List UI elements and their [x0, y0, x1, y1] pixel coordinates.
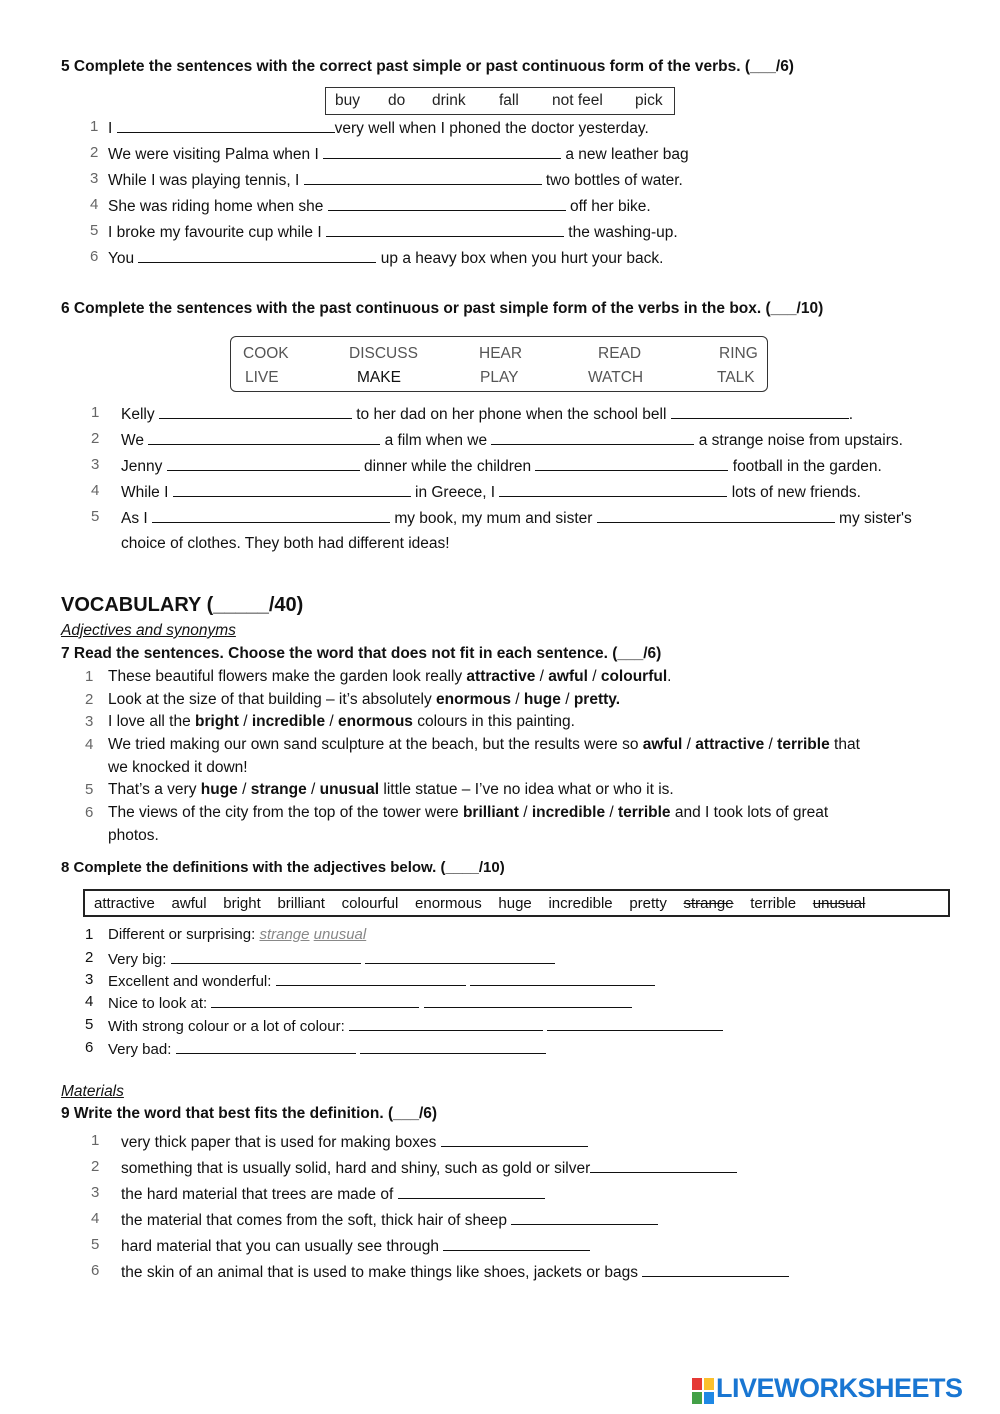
- word-choice[interactable]: attractive: [695, 736, 765, 753]
- word-choice[interactable]: huge: [523, 691, 561, 708]
- ex7-item-3: I love all the bright / incredible / enormous colours in this painting.: [108, 713, 575, 730]
- ex6-word-box: [230, 336, 768, 392]
- answer-blank[interactable]: [138, 248, 376, 263]
- ex9-item-6: the skin of an animal that is used to make things like shoes, jackets or bags: [121, 1262, 789, 1282]
- subheading-materials: Materials: [61, 1083, 124, 1100]
- ex8-word: pretty: [629, 895, 667, 912]
- ex9-item-5: hard material that you can usually see through: [121, 1236, 590, 1256]
- ex8-word: colourful: [341, 895, 399, 912]
- item-number: 1: [91, 404, 100, 421]
- ex8-word: incredible: [548, 895, 613, 912]
- example-answer: unusual: [313, 926, 367, 943]
- ex8-word: bright: [223, 895, 261, 912]
- item-number: 3: [90, 170, 99, 187]
- word-choice[interactable]: colourful: [600, 668, 668, 685]
- ex5-word: drink: [432, 92, 466, 109]
- ex6-word: MAKE: [357, 369, 401, 386]
- answer-blank[interactable]: [511, 1210, 658, 1225]
- answer-blank[interactable]: [590, 1158, 737, 1173]
- liveworksheets-logo: [692, 1373, 988, 1406]
- answer-blank[interactable]: [304, 170, 542, 185]
- brand-name: LIVEWORKSHEETS: [716, 1373, 963, 1403]
- answer-blank[interactable]: [152, 508, 390, 523]
- word-choice[interactable]: awful: [642, 736, 683, 753]
- ex6-word: RING: [719, 345, 758, 362]
- item-number: 5: [85, 781, 94, 798]
- ex5-item-2: We were visiting Palma when I a new leather bag: [108, 146, 689, 163]
- item-number: 2: [85, 691, 94, 708]
- item-number: 2: [90, 144, 99, 161]
- ex8-item-5: With strong colour or a lot of colour:: [108, 1016, 723, 1035]
- item-number: 2: [85, 949, 94, 966]
- answer-blank[interactable]: [365, 949, 555, 964]
- ex6-word: PLAY: [480, 369, 519, 386]
- ex6-word: DISCUSS: [349, 345, 418, 362]
- word-choice[interactable]: attractive: [466, 668, 536, 685]
- item-number: 5: [91, 1236, 100, 1253]
- item-number: 4: [91, 482, 100, 499]
- ex9-item-2: something that is usually solid, hard and shiny, such as gold or silver: [121, 1158, 737, 1178]
- item-number: 3: [85, 713, 94, 730]
- answer-blank[interactable]: [642, 1262, 789, 1277]
- ex7-item-6-continued: photos.: [108, 827, 159, 844]
- ex6-item-5-continued: choice of clothes. They both had different ideas!: [121, 535, 450, 552]
- ex8-item-1: Different or surprising: strange unusual: [108, 926, 367, 943]
- word-choice[interactable]: awful: [548, 668, 588, 685]
- answer-blank[interactable]: [470, 971, 655, 986]
- word-choice[interactable]: pretty.: [573, 691, 621, 708]
- answer-blank[interactable]: [326, 222, 564, 237]
- subheading-adjectives: Adjectives and synonyms: [61, 622, 236, 639]
- answer-blank[interactable]: [276, 971, 466, 986]
- ex8-item-6: Very bad:: [108, 1039, 546, 1058]
- ex5-word: pick: [635, 92, 663, 109]
- answer-blank[interactable]: [499, 482, 727, 497]
- word-choice[interactable]: incredible: [251, 713, 326, 730]
- item-number: 3: [91, 456, 100, 473]
- ex7-item-4: We tried making our own sand sculpture at the beach, but the results were so awful / attractive / terrible that: [108, 736, 860, 753]
- answer-blank[interactable]: [443, 1236, 590, 1251]
- ex6-word: TALK: [717, 369, 755, 386]
- ex5-word: not feel: [552, 92, 603, 109]
- ex6-word: COOK: [243, 345, 289, 362]
- ex5-item-6: You up a heavy box when you hurt your back.: [108, 250, 664, 267]
- ex8-item-2: Very big:: [108, 949, 555, 968]
- item-number: 3: [91, 1184, 100, 1201]
- ex7-item-6: The views of the city from the top of the tower were brilliant / incredible / terrible and I took lots of great: [108, 804, 829, 821]
- word-choice[interactable]: bright: [195, 713, 239, 730]
- item-number: 4: [91, 1210, 100, 1227]
- word-choice[interactable]: terrible: [777, 736, 830, 753]
- item-number: 1: [91, 1132, 100, 1149]
- word-choice[interactable]: terrible: [617, 804, 671, 821]
- item-number: 3: [85, 971, 94, 988]
- answer-blank[interactable]: [547, 1016, 723, 1031]
- ex5-item-4: She was riding home when she off her bike.: [108, 198, 651, 215]
- ex8-item-4: Nice to look at:: [108, 993, 632, 1012]
- ex6-item-4: While I in Greece, I lots of new friends.: [121, 484, 861, 501]
- answer-blank[interactable]: [424, 993, 632, 1008]
- item-number: 4: [85, 993, 94, 1010]
- item-number: 2: [91, 430, 100, 447]
- answer-blank[interactable]: [211, 993, 419, 1008]
- answer-blank[interactable]: [597, 508, 835, 523]
- ex9-item-4: the material that comes from the soft, thick hair of sheep: [121, 1210, 658, 1230]
- ex6-item-1: Kelly to her dad on her phone when the school bell .: [121, 406, 854, 423]
- word-choice[interactable]: incredible: [531, 804, 606, 821]
- answer-blank[interactable]: [159, 404, 352, 419]
- item-number: 4: [90, 196, 99, 213]
- word-choice[interactable]: strange: [250, 781, 307, 798]
- word-choice[interactable]: brilliant: [462, 804, 519, 821]
- ex8-word: brilliant: [277, 895, 325, 912]
- ex9-item-1: very thick paper that is used for making boxes: [121, 1132, 588, 1152]
- item-number: 6: [85, 1039, 94, 1056]
- ex7-item-1: These beautiful flowers make the garden look really attractive / awful / colourful.: [108, 668, 672, 685]
- ex6-word: LIVE: [245, 369, 279, 386]
- ex5-item-3: While I was playing tennis, I two bottles of water.: [108, 172, 683, 189]
- item-number: 4: [85, 736, 94, 753]
- item-number: 5: [90, 222, 99, 239]
- answer-blank[interactable]: [491, 430, 694, 445]
- word-choice[interactable]: huge: [200, 781, 238, 798]
- exercise-7-heading: 7 Read the sentences. Choose the word that does not fit in each sentence. (___/6): [61, 645, 662, 662]
- answer-blank[interactable]: [535, 456, 728, 471]
- item-number: 6: [85, 804, 94, 821]
- ex8-word: attractive: [94, 895, 155, 912]
- ex7-item-4-continued: we knocked it down!: [108, 759, 248, 776]
- ex8-word-used: unusual: [812, 895, 866, 912]
- word-choice[interactable]: unusual: [319, 781, 380, 798]
- ex6-word: READ: [598, 345, 642, 362]
- item-number: 2: [91, 1158, 100, 1175]
- vocabulary-title: VOCABULARY (_____/40): [61, 594, 304, 616]
- item-number: 1: [85, 926, 94, 943]
- answer-blank[interactable]: [148, 430, 380, 445]
- ex7-item-2: Look at the size of that building – it’s absolutely enormous / huge / pretty.: [108, 691, 621, 708]
- item-number: 6: [91, 1262, 100, 1279]
- example-answer: strange: [259, 926, 310, 943]
- ex8-word: terrible: [750, 895, 797, 912]
- ex6-item-3: Jenny dinner while the children football in the garden.: [121, 458, 882, 475]
- answer-blank[interactable]: [176, 1039, 356, 1054]
- ex6-item-5: As I my book, my mum and sister my sister's: [121, 510, 912, 527]
- answer-blank[interactable]: [398, 1184, 545, 1199]
- item-number: 1: [90, 118, 99, 135]
- item-number: 5: [91, 508, 100, 525]
- ex8-word: huge: [498, 895, 532, 912]
- answer-blank[interactable]: [171, 949, 361, 964]
- word-choice[interactable]: enormous: [436, 691, 511, 708]
- exercise-9-heading: 9 Write the word that best fits the definition. (___/6): [61, 1105, 438, 1122]
- brand-mark-icon: [692, 1378, 714, 1404]
- ex5-word-box: [325, 87, 675, 115]
- answer-blank[interactable]: [167, 456, 360, 471]
- item-number: 1: [85, 668, 94, 685]
- ex9-item-3: the hard material that trees are made of: [121, 1184, 545, 1204]
- word-choice[interactable]: enormous: [338, 713, 413, 730]
- answer-blank[interactable]: [173, 482, 411, 497]
- exercise-8-heading: 8 Complete the definitions with the adjectives below. (____/10): [61, 859, 505, 876]
- ex7-item-5: That’s a very huge / strange / unusual little statue – I’ve no idea what or who it is.: [108, 781, 674, 798]
- item-number: 6: [90, 248, 99, 265]
- ex8-word-box: [83, 889, 950, 917]
- exercise-6-heading: 6 Complete the sentences with the past continuous or past simple form of the verbs in the box. (___/10): [61, 300, 824, 317]
- ex8-word: awful: [171, 895, 207, 912]
- item-number: 5: [85, 1016, 94, 1033]
- ex5-word: fall: [499, 92, 519, 109]
- ex6-word: HEAR: [479, 345, 523, 362]
- answer-blank[interactable]: [328, 196, 566, 211]
- answer-blank[interactable]: [441, 1132, 588, 1147]
- ex5-item-5: I broke my favourite cup while I the washing-up.: [108, 224, 678, 241]
- ex8-item-3: Excellent and wonderful:: [108, 971, 655, 990]
- answer-blank[interactable]: [349, 1016, 543, 1031]
- ex5-item-1: I very well when I phoned the doctor yesterday.: [108, 120, 649, 137]
- ex5-word: buy: [335, 92, 360, 109]
- answer-blank[interactable]: [117, 118, 335, 133]
- ex8-word-used: strange: [683, 895, 734, 912]
- ex6-item-2: We a film when we a strange noise from upstairs.: [121, 432, 903, 449]
- answer-blank[interactable]: [323, 144, 561, 159]
- ex8-word: enormous: [415, 895, 482, 912]
- answer-blank[interactable]: [360, 1039, 546, 1054]
- ex5-word: do: [388, 92, 406, 109]
- exercise-5-heading: 5 Complete the sentences with the correct past simple or past continuous form of the verbs. (___/6): [61, 58, 794, 75]
- ex6-word: WATCH: [588, 369, 644, 386]
- answer-blank[interactable]: [671, 404, 849, 419]
